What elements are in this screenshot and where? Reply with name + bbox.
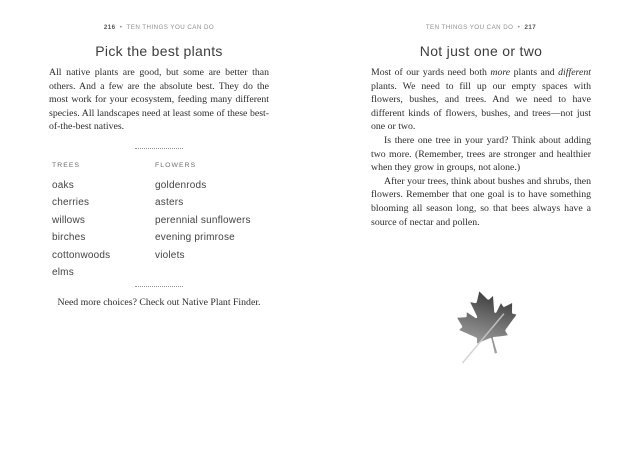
dotted-divider [49, 286, 269, 287]
list-item: birches [52, 232, 86, 244]
body-paragraph: Is there one tree in your yard? Think about adding two more. (Remember, trees are stronger and healthier when they grow in groups, not alone.) [371, 134, 591, 174]
list-item: violets [155, 249, 185, 261]
running-head-separator: • [119, 24, 123, 31]
italic-text: different [558, 67, 591, 78]
list-item: willows [52, 214, 86, 226]
body-paragraph [371, 66, 591, 134]
trees-column [52, 162, 110, 281]
maple-leaf-image [433, 289, 547, 378]
list-item: goldenrods [155, 180, 207, 191]
left-body-paragraph: All native plants are good, but some are better than others. And a few are the absolute best. They do the most work for your ecosystem, feeding many different species. All landscapes need at least some of these best-of-the-best natives. [49, 67, 269, 133]
list-item: perennial sunflowers [155, 214, 251, 226]
left-section-title: Pick the best plants [95, 43, 223, 59]
body-paragraph: After your trees, think about bushes and shrubs, then flowers. Remember that one goal is to have something blooming all season long, so that bees always have a source of nectar and pollen. [371, 175, 591, 228]
list-item: cottonwoods [52, 249, 111, 261]
dotted-divider [49, 148, 269, 149]
list-item: oaks [52, 180, 74, 191]
list-item: cherries [52, 197, 90, 209]
left-running-head [49, 24, 269, 31]
right-section-title: Not just one or two [419, 43, 543, 59]
running-head-book-title: TEN THINGS YOU CAN DO [126, 24, 215, 31]
trees-column-label: TREES [52, 162, 81, 169]
italic-text: more [490, 67, 511, 78]
list-item: asters [155, 197, 184, 209]
right-running-head [371, 24, 591, 31]
native-plant-finder-note: Need more choices? Check out Native Plant Finder. [57, 297, 261, 308]
flowers-column [155, 162, 251, 264]
list-item: evening primrose [155, 232, 235, 244]
paragraph-text: plants. We need to fill up our empty spaces with flowers, bushes, and trees. And we need to have different kinds of flowers, bushes, and trees—not just one or two. [371, 80, 591, 133]
right-body-text [371, 66, 591, 229]
running-head-separator: • [517, 24, 521, 31]
running-head-book-title: TEN THINGS YOU CAN DO [425, 24, 514, 31]
list-item: elms [52, 266, 74, 278]
paragraph-text: Most of our yards need both [371, 67, 491, 78]
right-page-number: 217 [524, 24, 537, 31]
flowers-column-label: FLOWERS [155, 162, 197, 169]
maple-leaf-icon [433, 289, 547, 378]
paragraph-text: plants and [510, 67, 559, 78]
right-page [320, 0, 640, 471]
left-page-number: 216 [103, 24, 116, 31]
